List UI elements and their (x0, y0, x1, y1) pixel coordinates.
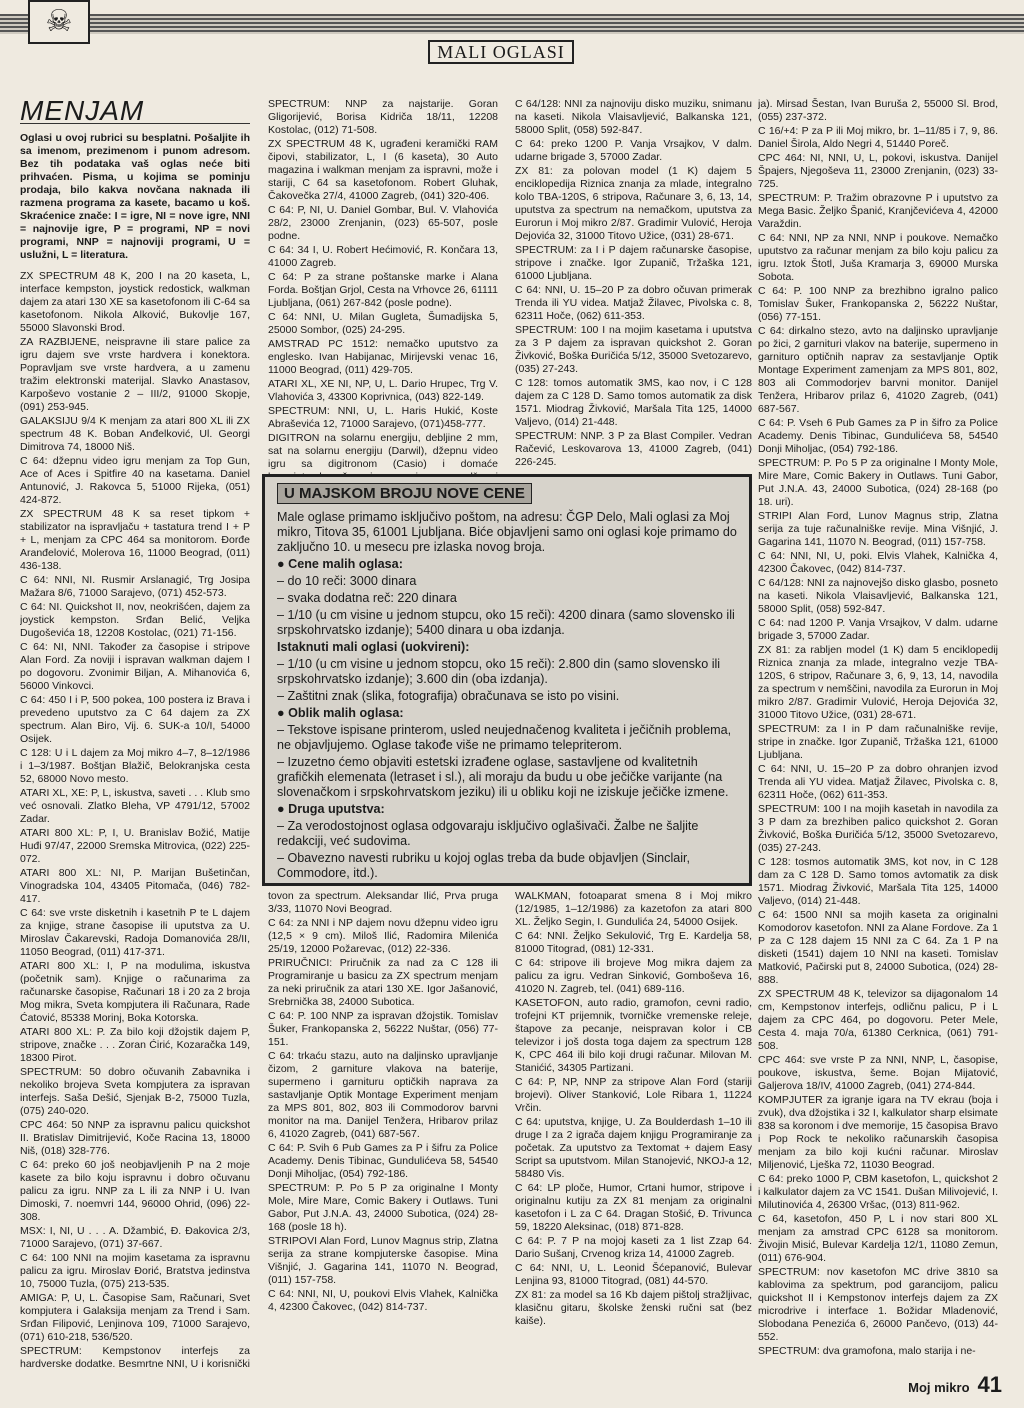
classified-ad: ATARI XL, XE NI, NP, U, L. Dario Hrupec, Trg V. Vlahovića 3, 43300 Koprivnica, (043) 822-149. (268, 378, 498, 403)
ad-list (758, 98, 998, 1358)
ad-list (515, 890, 752, 1328)
section-label: MALI OGLASI (428, 40, 574, 64)
classified-ad: ZX 81: za polovan model (1 K) dajem 5 enciklopedija Riznica znanja za mlade, integralno kolo TBA-120S, 6 stripova, Računare 3, 6, 13, 14, uputstva za spectrum na nemačkom, uputstva za Eurorun i Moj mikro 2/87. Gradimir Vulović, Heroja Dejovića 32, 31000 Titovo Užice, (031) 28-671. (515, 165, 752, 242)
column-1 (20, 100, 250, 1370)
classified-ad: ZX SPECTRUM 48 K, televizor sa dijagonalom 14 cm, Kempstonov interfejs, odličnu palicu, P i L dajem za CPC 464, po dogovoru. Peter Mele, Cesta 4. maja 70/a, 61380 Cerknica, (061) 791-508. (758, 988, 998, 1052)
notice-paragraph: Male oglase primamo isključivo poštom, na adresu: ČGP Delo, Mali oglasi za Moj mikro, Titova 35, 61001 Ljubljana. Biće objavljeni samo oni oglasi koje primamo do zaključno 10. u mesecu pre izlaska novog broja. (277, 510, 737, 554)
classified-ad: C 64: stripove ili brojeve Mog mikra dajem za palicu za igru. Vedran Sinković, Gomboševa 16, 41020 N. Zagreb, tel. (041) 689-116. (515, 957, 752, 995)
classified-ad: C 64: P za strane poštanske marke i Alana Forda. Boštjan Grjol, Cesta na Vrhovce 26, 61111 Ljubljana, (061) 267-842 (posle podne). (268, 271, 498, 309)
notice-subheading: ● Druga uputstva: (277, 802, 385, 816)
classified-ad: C 64: dirkalno stezo, avto na daljinsko upravljanje po žici, 2 garnituri vlakov na baterije, supermeno in garnituro optičnih naprav za sestavljanje Optik Montage Experiment zamenjam za MPS 801, 802, 803 ali Commodorjev barvni monitor. Danijel Tenžera, Hribarov prilaz 6, 41020 Zagreb, (041) 687-567. (758, 325, 998, 415)
classified-ad: GALAKSIJU 9/4 K menjam za atari 800 XL ili ZX spectrum 48 K. Boban Anđelković, Ul. Georgi Dimitrova 74, 18000 Niš. (20, 415, 250, 453)
classified-ad: SPECTRUM: NNI, U, L. Haris Hukić, Koste Abraševića 12, 71000 Sarajevo, (071)458-777. (268, 405, 498, 430)
notice-line (277, 883, 737, 886)
classified-ad: C 64: nad 1200 P. Vanja Vrsajkov, V dalm. udarne brigade 3, 57000 Zadar. (758, 617, 998, 642)
classified-ad: tovon za spectrum. Aleksandar Ilić, Prva pruga 3/33, 11070 Novi Beograd. (268, 890, 498, 915)
ad-list (20, 270, 250, 1370)
classified-ad: WALKMAN, fotoaparat smena 8 i Moj mikro (12/1985, 1–12/1986) za kazetofon za atari 800 XL. Željko Segin, I. Gundulića 24, 54000 Osijek. (515, 890, 752, 928)
notice-line: – Izuzetno ćemo objaviti estetski izrađene oglase, sastavljene od kvalitetnih grafičkih elemenata (letraset i sl.), ali moraju da budu u obe ječičke varijante (na slovenačkom i srpskohrvatskom jeziku) ili u obliku koji ne iziskuje ječičke izmene. (277, 755, 729, 799)
classified-ad: KASETOFON, auto radio, gramofon, cevni radio, trofejni KT prijemnik, tvorničke vremenske releje, štapove za pecanje, neispravan kolor i CB televizor i još dosta toga dajem za spectrum 128 K, CPC 464 ili bilo koji drugi računar. Milovan M. Stanićić, 34305 Partizani. (515, 997, 752, 1074)
classified-ad: ATARI 800 XL: P. Za bilo koji džojstik dajem P, stripove, značke . . . Zoran Ćirić, Kozaračka 149, 18300 Pirot. (20, 1026, 250, 1064)
classified-ad: ATARI 800 XL: I, P na modulima, iskustva (početnik sam). Knjige o računarima za računarske časopise, Računari 18 i 20 za 2 broja Mog mikra, Sveta kompjutera ili Računara, Rade Ćatović, 85338 Morinj, Boka Kotorska. (20, 960, 250, 1024)
classified-ad: C 64: NI. Quickshot II, nov, neokrišćen, dajem za joystick kempston. Srđan Belić, Veljka Dugoševića 18, 12208 Kostolac, (021) 71-156. (20, 601, 250, 639)
classified-ad: ja). Mirsad Šestan, Ivan Buruša 2, 55000 Sl. Brod, (055) 237-372. (758, 98, 998, 123)
classified-ad: C 64: 34 I, U. Robert Hećimović, R. Končara 13, 41000 Zagreb. (268, 244, 498, 269)
notice-subheading: ● Oblik malih oglasa: (277, 706, 404, 720)
classified-ad: C 64: sve vrste disketnih i kasetnih P te L dajem za knjige, strane časopise ili uputstva za U. Miroslav Čakarevski, Radoja Domanovića 28/II, 11050 Beograd, (011) 417-371. (20, 907, 250, 958)
classified-ad: ZA RAZBIJENE, neispravne ili stare palice za igru dajem sve vrste hardvera i konektora. Popravljam sve vrste hardvera, a u zamenu tražim elektronski materijal. Slavko Anastasov, Karpoševo vostanie 2 – III/2, 91000 Skopje, (091) 253-945. (20, 336, 250, 413)
page-footer (882, 1372, 1002, 1400)
classified-ad: SPECTRUM: nov kasetofon MC drive 3810 sa kablovima za spektrum, pod garancijom, palicu quickshot II i Kempstonov interfejs dajem za ZX microdrive i interface 1. Božidar Mladenović, Slobodana Penezića 6, 26000 Pančevo, (013) 44-552. (758, 1266, 998, 1343)
classified-ad: ZX SPECTRUM 48 K, 200 I na 20 kaseta, L, interface kempston, joystick redostick, walkman dajem za atari 130 XE sa kasetofonom ili C-64 sa kasetofonom. Nikola Alković, Bukovlje 167, 55000 Slavonski Brod. (20, 270, 250, 334)
classified-ad: C 64/128: NNI za najnovejšo disko glasbo, posneto na kaseti. Nikola Vlaisavljević, Balkanska 121, 58000 Split, (058) 592-847. (758, 577, 998, 615)
classified-ad: AMSTRAD PC 1512: nemačko uputstvo za englesko. Ivan Habijanac, Mirijevski venac 16, 11000 Beograd, (011) 429-705. (268, 338, 498, 376)
classified-ad: ATARI 800 XL: P, I, U. Branislav Božić, Matije Huđi 97/47, 22000 Sremska Mitrovica, (022) 225-072. (20, 827, 250, 865)
classified-ad: STRIPI Alan Ford, Lunov Magnus strip, Zlatna serija za tuje računalniške revije. Mina Višnjić, J. Gagarina 141, 11070 N. Beograd, (011) 157-758. (758, 510, 998, 548)
classified-ad: C 64: džepnu video igru menjam za Top Gun, Ace of Aces i Spitfire 40 na kasetama. Daniel Antunović, J. Rakovca 5, 51000 Rijeka, (051) 424-872. (20, 455, 250, 506)
column-4 (758, 98, 998, 1368)
classified-ad: C 64: 450 I i P, 500 pokea, 100 postera iz Brava i prevedeno uputstvo za C 64 dajem za ZX spectrum. Alan Biro, Vij. 6. SUK-a 10/I, 54000 Osijek. (20, 694, 250, 745)
classified-ad: C 64: NNI. Željko Sekulović, Trg E. Kardelja 58, 81000 Titograd, (081) 12-331. (515, 930, 752, 955)
classified-ad: DIGITRON na solarnu energiju, debljine 2 mm, sat na solarnu energiju (Darwil), džepnu video igru sa digitronom (Casio) i domaće (268, 432, 498, 470)
classified-ad: C 64: uputstva, knjige, U. Za Boulderdash 1–10 ili druge I za 2 igrača dajem knjigu Programiranje za početak. Za uputstvo za Textomat + dajem Easy Script sa uputstvom. Milan Stanojević, NKOJ-a 12, 58480 Vis. (515, 1116, 752, 1180)
classified-ad: C 64: trkaću stazu, auto na daljinsko upravljanje čizom, 2 garniture vlakova na baterije, supermeno i garnituru optičkih naprava za sastavljanje Optik Montage Experiment menjam za MPS 801, 802, 803 ili Commodorov barvni monitor na ma. Danijel Tenžera, Hribarov prilaz 6, 41020 Zagreb, (041) 687-567. (268, 1050, 498, 1140)
classified-ad: STRIPOVI Alan Ford, Lunov Magnus strip, Zlatna serija za strane kompjuterske časopise. Mina Višnjić, J. Gagarina 141, 11070 N. Beograd, (011) 157-758. (268, 1235, 498, 1286)
classified-ad: C 64, kasetofon, 450 P, L i nov stari 800 XL menjam za amstrad CPC 6128 sa monitorom. Živojin Misić, Bulevar Kardelja 12/1, 11080 Zemun, (011) 676-904. (758, 1213, 998, 1264)
classified-ad: SPECTRUM: P. Tražim obrazovne P i uputstvo za Mega Basic. Željko Španić, Kranjčevićeva 4, 42000 Varaždin. (758, 192, 998, 230)
classified-ad: SPECTRUM: NNP. 3 P za Blast Compiler. Vedran Račević, Leskovarova 13, 41000 Zagreb, (041) 226-245. (515, 430, 752, 468)
column-2 (268, 98, 498, 483)
classified-ad: PRIRUČNICI: Priručnik za nad za C 128 ili Programiranje u basicu za ZX spectrum menjam za neki priručnik za atari 130 XE. Igor Jašanović, Srebrnička 38, 24000 Subotica. (268, 957, 498, 1008)
price-notice-box (262, 474, 752, 886)
classified-ad: C 64: preko 1200 P. Vanja Vrsajkov, V dalm. udarne brigade 3, 57000 Zadar. (515, 138, 752, 163)
skull-crossbones-icon: ☠ (28, 0, 90, 44)
classified-ad: SPECTRUM: NNP za najstarije. Goran Gligorijević, Borisa Kidriča 18/11, 12208 Kostolac, (012) 71-508. (268, 98, 498, 136)
classified-ad: C 16/+4: P za P ili Moj mikro, br. 1–11/85 i 7, 9, 86. Daniel Širola, Aldo Negri 4, 51440 Poreč. (758, 125, 998, 150)
classified-ad: SPECTRUM: P. Po 5 P za originalne I Monty Mole, Mire Mare, Comic Bakery i Outlaws. Tuni Gabor, Put J.N.A. 43, 24000 Subotica, (024) 28-168 (posle 18 h). (268, 1182, 498, 1233)
classified-ad: SPECTRUM: P. Po 5 P za originalne I Monty Mole, Mire Mare, Comic Bakery in Outlaws. Tuni Gabor, Put J.N.A. 43, 24000 Subotica, (024) 28-168 (po 18. uri). (758, 457, 998, 508)
classified-ad: C 64: P. Vseh 6 Pub Games za P in šifro za Police Academy. Denis Tibinac, Gundulićeva 58, 54540 Donji Miholjac, (054) 792-186. (758, 417, 998, 455)
classified-ad: C 64: NNI, NI. Rusmir Arslanagić, Trg Josipa Mažara 8/6, 71000 Sarajevo, (071) 452-573. (20, 574, 250, 599)
intro-text: Oglasi u ovoj rubrici su besplatni. Pošaljite ih sa imenom, prezimenom i punom adresom. Bez tih podataka vaš oglas neće biti prihvaćen. Pisma, u kojima se pominju prodaja, bilo kakva novčana naknada ili razmena programa za kasete, bacamo u koš. Skraćenice znače: I = igre, NI = nove igre, NNI = najnovije igre, P = programi, NP = novi programi, NNP = najnoviji programi, U = uslužni, L = literatura. (20, 132, 250, 261)
classified-ad: C 64: NI, NNI. Također za časopise i stripove Alan Ford. Za noviji i ispravan walkman dajem I po dogovoru. Zvonimir Biljan, A. Mihanovića 6, 56000 Vinkovci. (20, 641, 250, 692)
classified-ad: C 128: tosmos automatik 3MS, kot nov, in C 128 dam za C 128 D. Samo tomos avtomatik za disk 1571. Miodrag Živković, Maršala Tita 125, 14000 Valjevo, (014) 21-448. (758, 856, 998, 907)
classified-ad: C 64: NNI, NI, U, poukovi Elvis Vlahek, Kalnička 4, 42300 Čakovec, (042) 814-737. (268, 1288, 498, 1313)
classified-ad: C 64: P. Svih 6 Pub Games za P i šifru za Police Academy. Denis Tibinac, Gundulićeva 58, 54540 Donji Miholjac, (054) 792-186. (268, 1142, 498, 1180)
column-3-lower (515, 890, 752, 1370)
classified-ad: C 128: U i L dajem za Moj mikro 4–7, 8–12/1986 i 1–3/1987. Boštjan Blažič, Belokranjska cesta 52, 68000 Novo mesto. (20, 747, 250, 785)
classified-ad: C 64: NNI, U, L. Leonid Šćepanović, Bulevar Lenjina 93, 81000 Titograd, (081) 44-570. (515, 1262, 752, 1287)
classified-ad: ATARI XL, XE: P, L, iskustva, saveti . . . Klub smo već osnovali. Zlatko Bleha, VP 4791/12, 57002 Zadar. (20, 787, 250, 825)
notice-subheading: ● Cene malih oglasa: (277, 557, 403, 571)
classified-ad: ZX 81: za rabljen model (1 K) dam 5 enciklopedij Riznica znanja za mlade, integralno vezje TBA-120S, 6 stripov, Računare 3, 6, 9, 13, 14, navodila za spectrum v nemščini, navodila za Eurorun in Moj mikro 2/87. Gradimir Vulović, Heroja Dejovića 32, 31000 Titovo Užice, (031) 28-671. (758, 644, 998, 721)
classified-ad: ZX SPECTRUM 48 K sa reset tipkom + stabilizator na ispravljaču + tastatura trend I + P + L, menjam za CPC 464 sa monitorom. Đorđe Aranđelović, Molerova 16, 11000 Beograd, (011) 436-138. (20, 508, 250, 572)
classified-ad: CPC 464: sve vrste P za NNI, NNP, L, časopise, poukove, iskustva, šeme. Bojan Mijatović, Galjerova 18/IV, 41000 Zagreb, (041) 274-844. (758, 1054, 998, 1092)
classified-ad: C 64: P. 7 P na mojoj kaseti za 1 list Zzap 64. Dario Sušanj, Crvenog kriza 14, 41000 Zagreb. (515, 1235, 752, 1260)
classified-ad: KOMPJUTER za igranje igara na TV ekrau (boja i zvuk), dva džojstika i 32 I, kalkulator sharp elsimate 838 sa koronom i dve memorije, 15 časopisa Bravo i Pop Rock te nekoliko računarskih časopisa menjam za bilo koji kućni računar. Miroslav Miljenović, Lješka 72, 11030 Beograd. (758, 1094, 998, 1171)
notice-line: – svaka dodatna reč: 220 dinara (277, 591, 457, 605)
notice-line: – Zaštitni znak (slika, fotografija) obračunava se isto po visini. (277, 689, 620, 703)
classified-ad: C 64: NNI, NP za NNI, NNP i poukove. Nemačko uputstvo za računar menjam za bilo koju palicu za igru. Iztok Štotl, Juša Kramarja 3, 69000 Murska Sobota. (758, 232, 998, 283)
notice-line: – 1/10 (u cm visine u jednom stupcu, oko 15 reči): 4200 dinara (samo slovensko ili srpskohrvatsko izdanje); 5400 dinara u oba izdanja. (277, 608, 735, 637)
page-title: MENJAM (20, 104, 250, 124)
classified-ad: SPECTRUM: za I i P dajem računarske časopise, stripove i značke. Igor Zupanič, Tržaška 121, 61000 Ljubljana. (515, 244, 752, 282)
ad-list (515, 98, 752, 469)
classified-ad: C 64: NNI, U. 15–20 P za dobro ohranjen izvod Trenda ali YU videa. Matjaž Žilavec, Pivolska c. 8, 62311 Hoče, (062) 611-353. (758, 763, 998, 801)
classified-ad: SPECTRUM: 50 dobro očuvanih Zabavnika i nekoliko brojeva Sveta kompjutera za ispravan interfejs. Saša Dešić, Sjenjak B-2, 75000 Tuzla, (075) 240-020. (20, 1066, 250, 1117)
classified-ad: CPC 464: NI, NNI, U, L, pokovi, iskustva. Danijel Špajers, Njegoševa 11, 23000 Zrenjanin, (023) 33-725. (758, 152, 998, 190)
classified-ad: C 64: P. 100 NNP za ispravan džojstik. Tomislav Šuker, Frankopanska 2, 56222 Nuštar, (056) 77-151. (268, 1010, 498, 1048)
column-2-lower (268, 890, 498, 1370)
notice-title: U MAJSKOM BROJU NOVE CENE (277, 483, 532, 504)
classified-ad: C 64: NNI, NI, U, poki. Elvis Vlahek, Kalnička 4, 42300 Čakovec, (042) 814-737. (758, 550, 998, 575)
classified-ad: C 64: LP ploče, Humor, Crtani humor, stripove i originalnu kutiju za ZX 81 menjam za originalni kasetofon i L za C 64. Dragan Stošić, Đ. Trivunca 59, 18220 Aleksinac, (018) 871-828. (515, 1182, 752, 1233)
classified-ad: SPECTRUM: Kempstonov interfejs za hardverske dodatke. Besmrtne NNI, U i korisnički (20, 1345, 250, 1370)
notice-line: – do 10 reči: 3000 dinara (277, 574, 417, 588)
header-bar (0, 14, 1024, 34)
classified-ad: C 64/128: NNI za najnoviju disko muziku, snimanu na kaseti. Nikola Vlaisavljević, Balkanska 121, 58000 Split, (058) 592-847. (515, 98, 752, 136)
classified-ad: SPECTRUM: 100 I na mojim kasetama i uputstva za 3 P dajem za ispravan quickshot 2. Goran Živković, Boška Đuričića 5/12, 35000 Svetozarevo, (035) 27-243. (515, 324, 752, 375)
classified-ad: C 64: NNI, U. 15–20 P za dobro očuvan primerak Trenda ili YU videa. Matjaž Žilavec, Pivolska c. 8, 62311 Hoče, (062) 611-353. (515, 284, 752, 322)
classified-ad: C 64: P. 100 NNP za brezhibno igralno palico Tomislav Šuker, Frankopanska 2, 56222 Nuštar, (056) 77-151. (758, 285, 998, 323)
notice-subheading: Istaknuti mali oglasi (uokvireni): (277, 640, 470, 654)
classified-ad: SPECTRUM: za I in P dam računalniške revije, stripe in značke. Igor Zupanič, Tržaška 121, 61000 Ljubljana. (758, 723, 998, 761)
notice-line: – 1/10 (u cm visine u jednom stopcu, oko 15 reči): 2.800 din (samo slovensko ili srpskohrvatsko izdanje); 3.600 din (oba izdanja). (277, 657, 721, 686)
notice-line: – Obavezno navesti rubriku u kojoj oglas treba da bude objavljen (Sinclair, Commodore, itd.). (277, 851, 691, 880)
classified-ad: C 64: preko 1000 P, CBM kasetofon, L, quickshot 2 i kalkulator dajem za VC 1541. Dušan Milivojević, I. Milutinovića 4, 26300 Vršac, (013) 811-962. (758, 1173, 998, 1211)
classified-ad: SPECTRUM: 100 I na mojih kasetah in navodila za 3 P dam za brezhiben palico quickshot 2. Goran Živković, Boška Đuričića 5/12, 35000 Svetozarevo, (035) 27-243. (758, 803, 998, 854)
ad-list (268, 98, 498, 483)
classified-ad: SPECTRUM: dva gramofona, malo starija i ne- (758, 1345, 976, 1357)
classified-ad: C 128: tomos automatik 3MS, kao nov, i C 128 dajem za C 128 D. Samo tomos automatik za disk 1571. Miodrag Živković, Maršala Tita 125, 14000 Valjevo, (014) 21-448. (515, 377, 752, 428)
notice-line: – Tekstove ispisane printerom, usled neujednačenog kvaliteta i ječičnih problema, ne objavljujemo. Oglase takođe više ne primamo telepriterom. (277, 723, 732, 752)
column-3 (515, 98, 752, 483)
classified-ad: ATARI 800 XL: NI, P. Marijan Bušetinčan, Vinogradska 104, 43405 Pitomača, (046) 782-417. (20, 867, 250, 905)
ad-list (268, 890, 498, 1314)
classified-ad: C 64: za NNI i NP dajem novu džepnu video igru (12,5 × 9 cm). Miloš Ilić, Radomira Milenića 25/19, 12000 Požarevac, (012) 22-336. (268, 917, 498, 955)
classified-ad: C 64: 100 NNI na mojim kasetama za ispravnu palicu za igru. Miroslav Đorić, Bratstva jedinstva 10, 75000 Tuzla, (075) 213-535. (20, 1252, 250, 1290)
notice-line: – Za verodostojnost oglasa odgovaraju isključivo oglašivači. Žalbe ne šaljite redakciji, već sudovima. (277, 819, 699, 848)
classified-ad: C 64: P, NP, NNP za stripove Alan Ford (stariji brojevi). Oliver Stanković, Lole Ribara 1, 11224 Vrčin. (515, 1076, 752, 1114)
page-number: 41 (977, 1372, 1002, 1397)
classified-ad: C 64: preko 60 još neobjavljenih P na 2 moje kasete za bilo koju ispravnu i dobro očuvanu palicu za igru. NNP za L ili za NNP i U. Ivan Dimoski, 7. noemvri 144, 96000 Ohrid, (096) 22-308. (20, 1159, 250, 1223)
classified-ad: MSX: I, NI, U . . . A. Džambić, Đ. Đakovica 2/3, 71000 Sarajevo, (071) 37-667. (20, 1225, 250, 1250)
classified-ad: ZX 81: za model sa 16 Kb dajem pištolj stražljivac, klasičnu gitaru, školske ženski ručni sat (bez kaiše). (515, 1289, 752, 1327)
classified-ad: C 64: NNI, U. Milan Gugleta, Šumadijska 5, 25000 Sombor, (025) 24-295. (268, 311, 498, 336)
classified-ad: C 64: P, NI, U. Daniel Gombar, Bul. V. Vlahovića 28/2, 23000 Zrenjanin, (023) 65-507, posle podne. (268, 204, 498, 242)
magazine-name: Moj mikro (908, 1380, 970, 1395)
classified-ad: C 64: 1500 NNI sa mojih kaseta za originalni Komodorov kasetofon. NNI za Alane Fordove. Za 1 P za C 128 dajem 15 NNI za C 64. Za 1 P na disketi (1541) dajem 10 NNI na kaseti. Tomislav Matković, Pačirski put 8, 24000 Subotica, (024) 28-888. (758, 909, 998, 986)
classified-ad: AMIGA: P, U, L. Časopise Sam, Računari, Svet kompjutera i Galaksija menjam za Trend i Sam. Srđan Filipović, Lenjinova 109, 71000 Sarajevo, (071) 610-218, 536/520. (20, 1292, 250, 1343)
classified-ad: ZX SPECTRUM 48 K, ugrađeni keramički RAM čipovi, stabilizator, L, I (6 kaseta), 30 Auto magazina i walkman menjam za ispravni, može i stariji, C 64 sa kasetofonom. Robert Gluhak, Čakovečka 27/4, 41000 Zagreb, (041) 320-406. (268, 138, 498, 202)
classified-ad: CPC 464: 50 NNP za ispravnu palicu quickshot II. Bratislav Dimitrijević, Koče Racina 13, 18000 Niš, (018) 328-776. (20, 1119, 250, 1157)
